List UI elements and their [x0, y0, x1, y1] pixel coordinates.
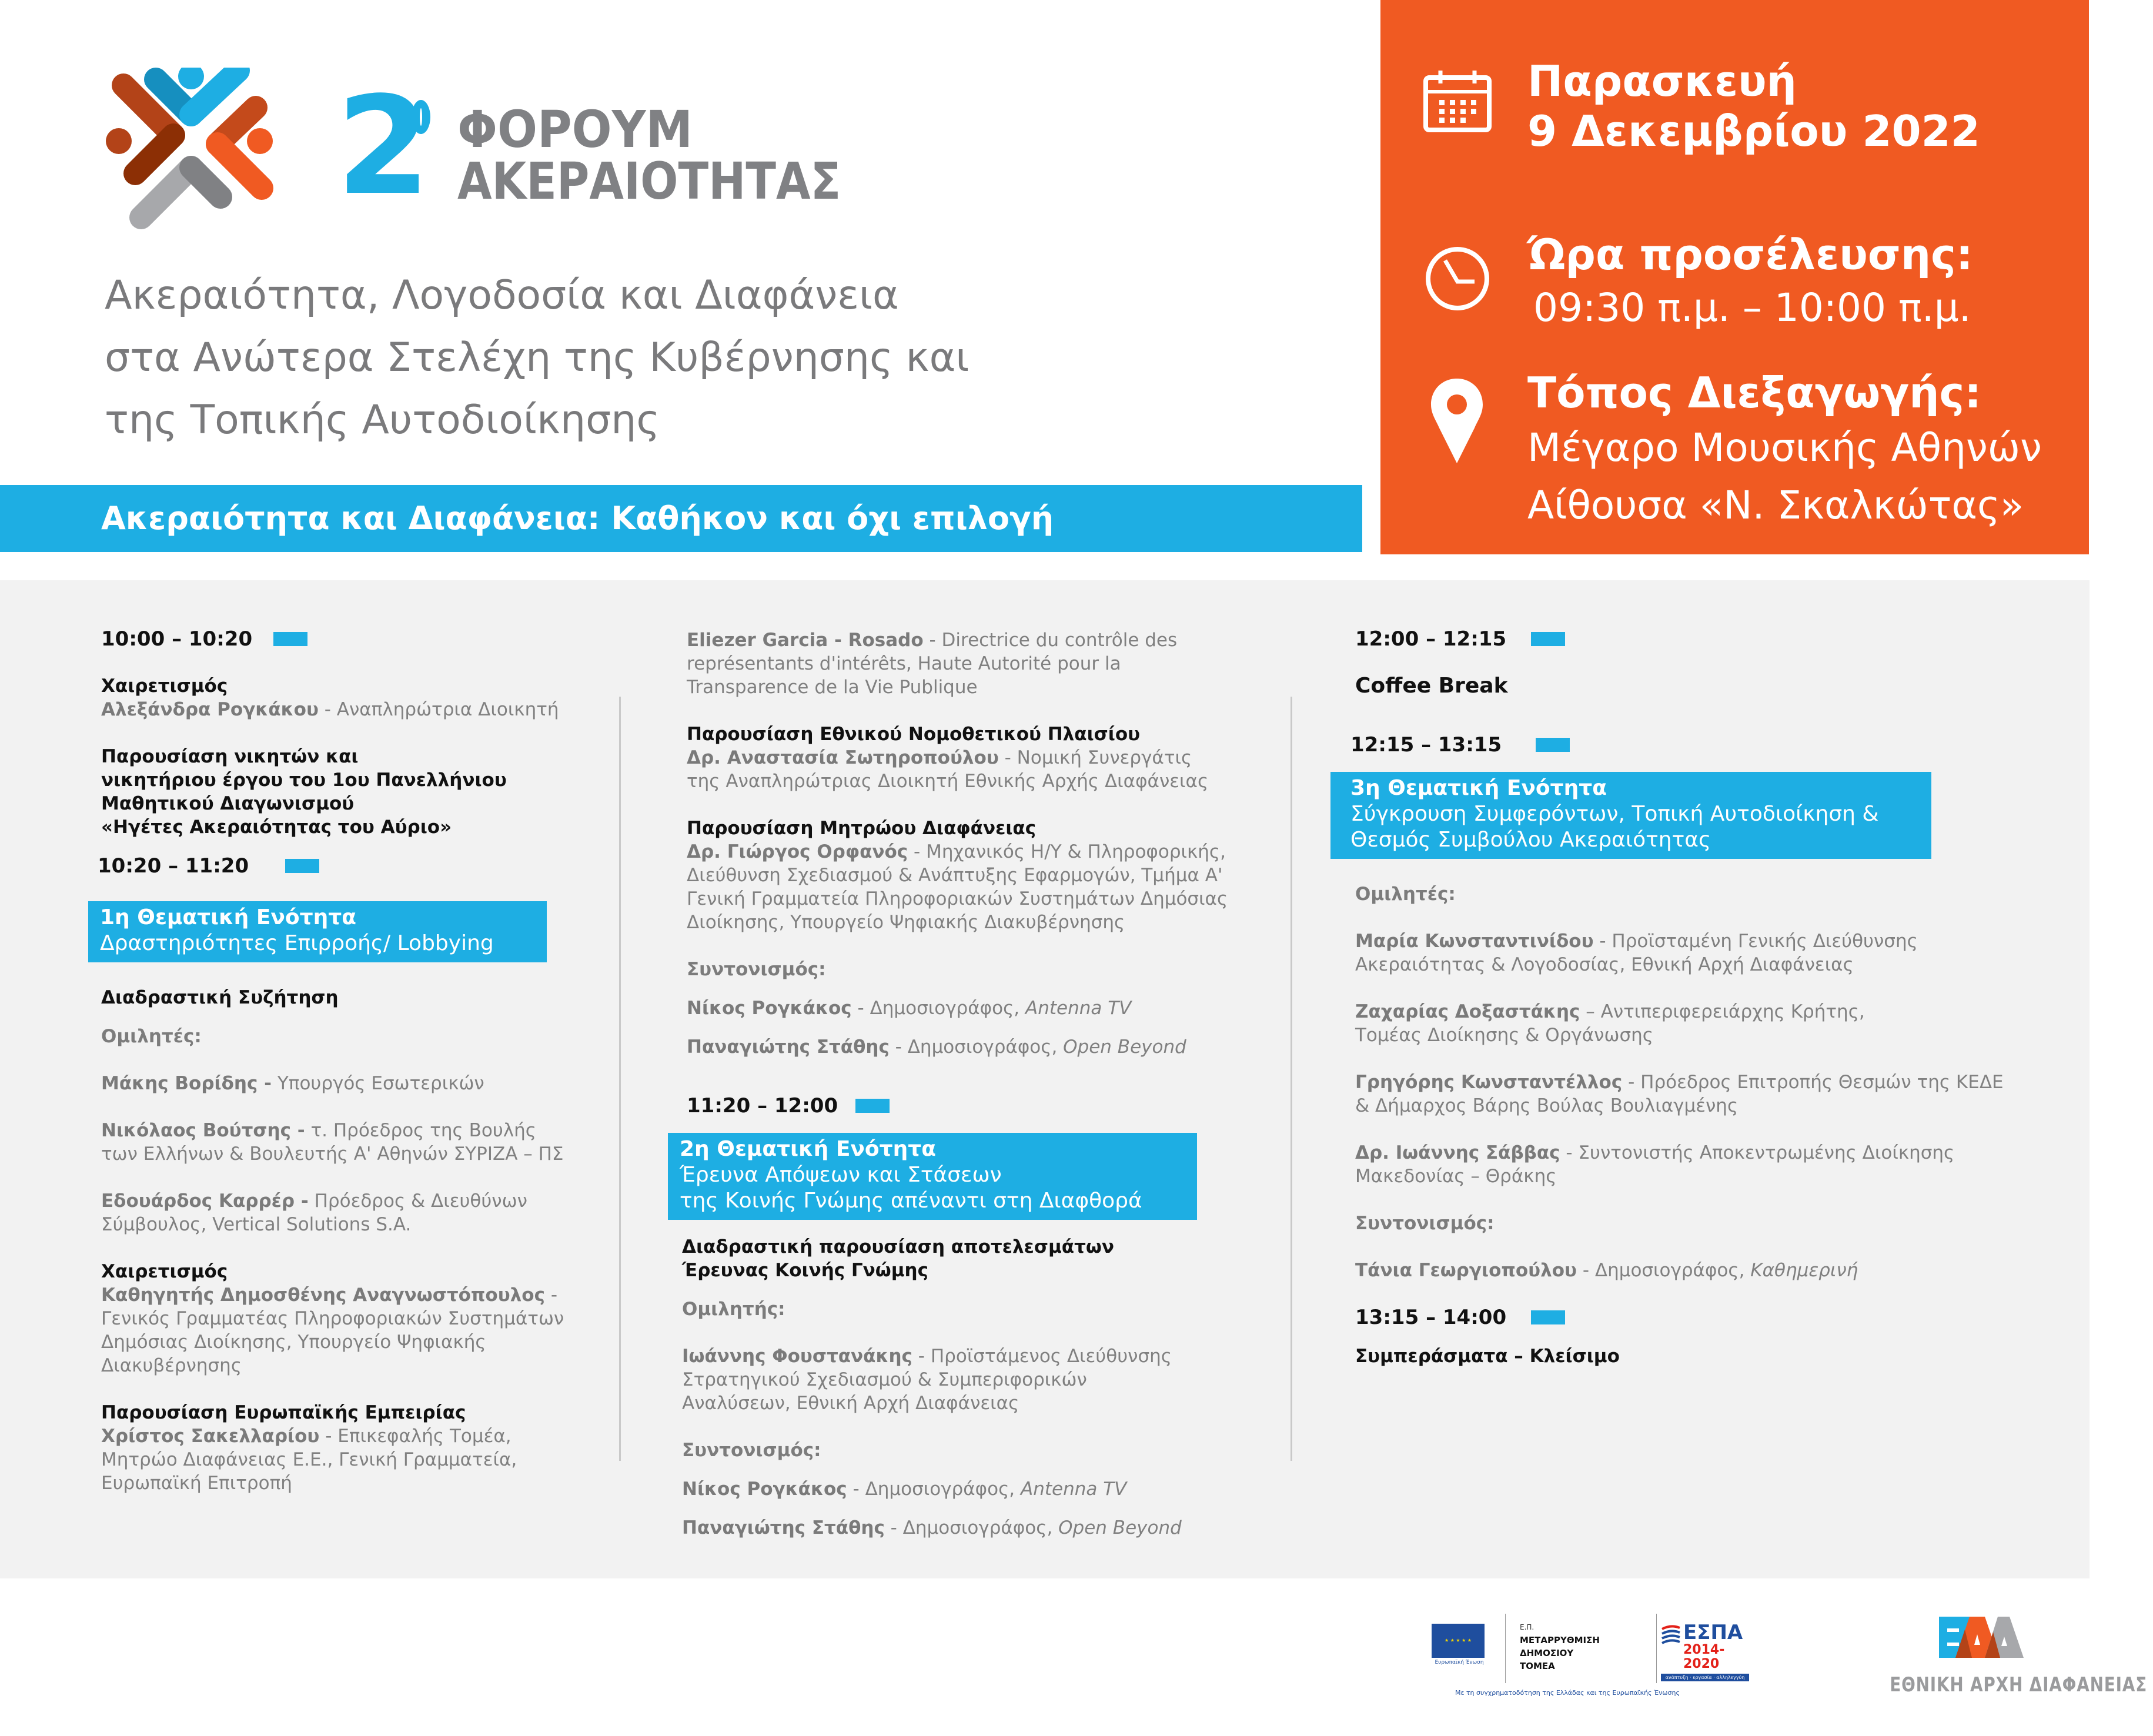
moderator-name: Παναγιώτης Στάθης [687, 1036, 890, 1058]
session-title-line: νικητήριου έργου του 1ου Πανελλήνιου [101, 770, 507, 791]
program-line: ΤΟΜΕΑ [1520, 1661, 1555, 1671]
session-title-line: «Ηγέτες Ακεραιότητας του Αύριο» [101, 817, 452, 838]
session-title: Χαιρετισμός [101, 675, 228, 697]
column-divider [619, 697, 621, 1461]
arrival-time: 09:30 π.μ. – 10:00 π.μ. [1533, 285, 1971, 330]
program-line: ΜΕΤΑΡΡΥΘΜΙΣΗ [1520, 1635, 1600, 1645]
speaker-name: Χρίστος Σακελλαρίου [101, 1426, 320, 1447]
event-day: Παρασκευή [1527, 56, 1797, 106]
speaker-role: - Γενικός Γραμματέας Πληροφοριακών Συστημάτων Δημόσιας Διοίκησης, Υπουργείο Ψηφιακής Διακυβέρνησης [101, 1285, 564, 1376]
moderator-role: - Δημοσιογράφος, [889, 1036, 1064, 1058]
speakers-label: Ομιλητές: [101, 1026, 202, 1047]
moderator-entry [682, 1477, 1251, 1501]
theme-title: 2η Θεματική Ενότητα [680, 1137, 936, 1161]
time-marker [273, 632, 307, 646]
session-title: Coffee Break [1355, 674, 1508, 698]
time-slot-label: 13:15 – 14:00 [1355, 1306, 1507, 1329]
moderation-label: Συντονισμός: [682, 1440, 821, 1461]
session-title [101, 745, 607, 839]
program-prefix: Ε.Π. [1520, 1623, 1534, 1631]
edition-number: 2 [336, 68, 427, 225]
speaker-name: Αλεξάνδρα Ρογκάκου [101, 699, 319, 720]
time-marker [1531, 1310, 1565, 1324]
moderator-outlet: Antenna TV [1025, 998, 1132, 1019]
moderation-label: Συντονισμός: [687, 959, 826, 980]
event-info-panel [1380, 0, 2089, 554]
speaker-entry [101, 1283, 583, 1377]
speaker-role: - Προϊστάμενος Διεύθυνσης Στρατηγικού Σχεδιασμού & Συμπεριφορικών Αναλύσεων, Εθνική Αρχή Διαφάνειας [682, 1346, 1172, 1414]
speaker-name: Γρηγόρης Κωνσταντέλλος [1355, 1072, 1623, 1093]
session-title: Χαιρετισμός [101, 1261, 228, 1282]
motto-banner [0, 485, 1362, 552]
speaker-role: Πρόεδρος & Διευθύνων Σύμβουλος, Vertical Solutions S.A. [101, 1190, 527, 1235]
speaker-name: Ζαχαρίας Δοξαστάκης [1355, 1001, 1580, 1022]
speaker-role: - Προϊσταμένη Γενικής Διεύθυνσης Ακεραιότητας & Λογοδοσίας, Εθνική Αρχή Διαφάνειας [1355, 931, 1918, 975]
speaker-role: – Αντιπεριφερειάρχης Κρήτης, Τομέας Διοίκησης & Οργάνωσης [1355, 1001, 1865, 1046]
speaker-entry [101, 1189, 548, 1236]
speaker-name: Εδουάρδος Καρρέρ - [101, 1190, 309, 1212]
speaker-entry [101, 1119, 571, 1166]
event-date: 9 Δεκεμβρίου 2022 [1527, 106, 1980, 156]
speaker-entry [682, 1344, 1188, 1415]
time-slot-label: 11:20 – 12:00 [687, 1094, 838, 1118]
theme-subtitle: Σύγκρουση Συμφερόντων, Τοπική Αυτοδιοίκηση & [1350, 802, 1879, 826]
speaker-entry [687, 840, 1251, 934]
speaker-name: Eliezer Garcia - Rosado [687, 630, 924, 651]
session-format: Διαδραστική Συζήτηση [101, 987, 339, 1008]
speaker-entry [101, 698, 607, 721]
speaker-role: - Πρόεδρος Επιτροπής Θεσμών της ΚΕΔΕ & Δήμαρχος Βάρης Βούλας Βουλιαγμένης [1355, 1072, 2004, 1116]
session-title: Συμπεράσματα – Κλείσιμο [1355, 1346, 1620, 1367]
authority-logo [1870, 1617, 2148, 1699]
column-divider [1291, 697, 1292, 1461]
calendar-icon [1423, 69, 1492, 133]
ead-logo-icon [1939, 1617, 2024, 1658]
speaker-entry [1355, 1071, 2020, 1118]
speaker-role: - Directrice du contrôle des représentants d'intérêts, Haute Autorité pour la Transparence de la Vie Publique [687, 630, 1178, 698]
session-title: Παρουσίαση Εθνικού Νομοθετικού Πλαισίου [687, 724, 1141, 745]
moderator-outlet: Antenna TV [1021, 1479, 1127, 1500]
venue-label: Τόπος Διεξαγωγής: [1527, 368, 1981, 417]
espa-name: ΕΣΠΑ [1683, 1621, 1743, 1644]
theme-subtitle: Δραστηριότητες Επιρροής/ Lobbying [100, 931, 494, 955]
speaker-name: Ιωάννης Φουστανάκης [682, 1346, 912, 1367]
time-slot [1355, 627, 2020, 651]
theme-subtitle: της Κοινής Γνώμης απέναντι στη Διαφθορά [680, 1189, 1142, 1213]
speaker-role: - Μηχανικός Η/Υ & Πληροφορικής, Διεύθυνση Σχεδιασμού & Ανάπτυξης Εφαρμογών, Τμήμα Α' Γενική Γραμματεία Πληροφοριακών Συστημάτων Δημόσιας Διοίκησης, Υπουργείο Ψηφιακής Διακυβέρνησης [687, 841, 1228, 933]
theme-box [1330, 772, 1931, 859]
brand-line-1: ΦΟΡΟΥΜ [457, 101, 693, 159]
moderator-role: - Δημοσιογράφος, [851, 998, 1025, 1019]
schedule-column-2 [680, 628, 1251, 1540]
clock-icon [1425, 246, 1490, 312]
time-marker [855, 1099, 890, 1113]
moderator-name: Νίκος Ρογκάκος [682, 1479, 847, 1500]
funding-partners-logos [1426, 1614, 1761, 1702]
eu-label: Ευρωπαϊκή Ένωση [1435, 1660, 1484, 1665]
time-marker [285, 859, 319, 873]
speaker-entry [101, 1424, 548, 1495]
moderator-role: - Δημοσιογράφος, [1576, 1260, 1751, 1281]
cofunding-note: Με τη συγχρηματοδότηση της Ελλάδας και της Ευρωπαϊκής Ένωσης [1455, 1689, 1680, 1697]
moderator-outlet: Open Beyond [1058, 1517, 1182, 1538]
time-slot-label: 10:20 – 11:20 [98, 854, 249, 878]
venue-line-2: Αίθουσα «Ν. Σκαλκώτας» [1527, 483, 2024, 528]
speaker-role: - Νομική Συνεργάτις της Αναπληρώτριας Διοικητή Εθνικής Αρχής Διαφάνειας [687, 747, 1209, 792]
speaker-entry [1355, 1141, 1955, 1188]
theme-box [88, 901, 547, 962]
espa-tagline: ανάπτυξη · εργασία · αλληλεγγύη [1661, 1674, 1749, 1681]
ordinal-degree-mark [412, 100, 430, 134]
speaker-name: Καθηγητής Δημοσθένης Αναγνωστόπουλος [101, 1285, 545, 1306]
speaker-entry [101, 1072, 607, 1095]
session-title: Παρουσίαση Μητρώου Διαφάνειας [687, 818, 1037, 839]
schedule-column-3 [1350, 627, 2020, 1368]
time-marker [1536, 738, 1570, 752]
motto-text: Ακεραιότητα και Διαφάνεια: Καθήκον και όχι επιλογή [101, 500, 1054, 537]
moderator-entry [1355, 1259, 2020, 1282]
subtitle-line: της Τοπικής Αυτοδιοίκησης [105, 397, 660, 443]
speaker-name: Δρ. Ιωάννης Σάββας [1355, 1142, 1560, 1163]
speaker-label: Ομιλητής: [682, 1299, 785, 1320]
schedule-panel [0, 580, 2090, 1578]
program-line: ΔΗΜΟΣΙΟΥ [1520, 1648, 1574, 1658]
speakers-label: Ομιλητές: [1355, 884, 1456, 905]
subtitle-line: στα Ανώτερα Στελέχη της Κυβέρνησης και [105, 335, 969, 381]
session-title-line: Διαδραστική παρουσίαση αποτελεσμάτων [682, 1236, 1114, 1257]
page-subtitle [105, 265, 1339, 451]
subtitle-line: Ακεραιότητα, Λογοδοσία και Διαφάνεια [105, 272, 899, 319]
eu-flag-icon: ★ ★ ★ ★ ★ [1432, 1624, 1485, 1658]
moderator-entry [687, 996, 1251, 1020]
moderator-role: - Δημοσιογράφος, [884, 1517, 1059, 1538]
speaker-role: τ. Πρόεδρος της Βουλής των Ελλήνων & Βουλευτής Α' Αθηνών ΣΥΡΙΖΑ – ΠΣ [101, 1120, 564, 1165]
logo-separator [1505, 1614, 1506, 1683]
moderator-name: Παναγιώτης Στάθης [682, 1517, 885, 1538]
arrival-label: Ώρα προσέλευσης: [1527, 230, 1973, 279]
session-title-line: Έρευνας Κοινής Γνώμης [682, 1260, 928, 1281]
speaker-role: - Συντονιστής Αποκεντρωμένης Διοίκησης Μακεδονίας – Θράκης [1355, 1142, 1955, 1187]
theme-title: 3η Θεματική Ενότητα [1350, 776, 1607, 800]
time-slot [101, 627, 607, 651]
time-slot-label: 12:00 – 12:15 [1355, 627, 1507, 651]
speaker-entry [687, 746, 1216, 793]
session-title-line: Παρουσίαση νικητών και [101, 746, 359, 767]
session-title [682, 1235, 1251, 1282]
moderator-entry [687, 1035, 1251, 1059]
speaker-role: Υπουργός Εσωτερικών [272, 1073, 484, 1094]
greek-flag-wave-icon [1661, 1624, 1681, 1648]
time-slot [1355, 1306, 2020, 1329]
speaker-name: Δρ. Γιώργος Ορφανός [687, 841, 908, 862]
time-slot [1350, 733, 2020, 757]
time-slot [98, 854, 607, 878]
speaker-name: Δρ. Αναστασία Σωτηροπούλου [687, 747, 999, 768]
moderator-role: - Δημοσιογράφος, [847, 1479, 1021, 1500]
program-logo [1520, 1621, 1600, 1673]
moderation-label: Συντονισμός: [1355, 1213, 1495, 1234]
moderator-name: Νίκος Ρογκάκος [687, 998, 852, 1019]
time-slot-label: 12:15 – 13:15 [1350, 733, 1502, 757]
forum-logo-icon [106, 68, 282, 238]
schedule-column-1 [98, 627, 607, 1495]
speaker-name: Νικόλαος Βούτσης - [101, 1120, 305, 1141]
location-pin-icon [1429, 376, 1485, 464]
theme-subtitle: Θεσμός Συμβούλου Ακεραιότητας [1350, 828, 1711, 852]
moderator-entry [682, 1516, 1251, 1540]
time-slot-label: 10:00 – 10:20 [101, 627, 253, 651]
theme-title: 1η Θεματική Ενότητα [100, 905, 356, 929]
speaker-entry [1355, 929, 1943, 976]
time-slot [687, 1094, 1251, 1118]
moderator-outlet: Καθημερινή [1750, 1260, 1858, 1281]
authority-name: ΕΘΝΙΚΗ ΑΡΧΗ ΔΙΑΦΑΝΕΙΑΣ [1890, 1673, 2148, 1697]
session-title: Παρουσίαση Ευρωπαϊκής Εμπειρίας [101, 1402, 466, 1423]
speaker-name: Μαρία Κωνσταντινίδου [1355, 931, 1594, 952]
theme-subtitle: Έρευνα Απόψεων και Στάσεων [680, 1163, 1002, 1187]
speaker-role: - Επικεφαλής Τομέα, Μητρώο Διαφάνειας Ε.Ε., Γενική Γραμματεία, Ευρωπαϊκή Επιτροπή [101, 1426, 517, 1494]
venue-line-1: Μέγαρο Μουσικής Αθηνών [1527, 425, 2042, 470]
time-marker [1531, 632, 1565, 646]
moderator-outlet: Open Beyond [1063, 1036, 1186, 1058]
logo-separator [1656, 1614, 1657, 1683]
espa-logo [1661, 1622, 1749, 1681]
moderator-name: Τάνια Γεωργιοπούλου [1355, 1260, 1577, 1281]
brand-line-2: ΑΚΕΡΑΙΟΤΗΤΑΣ [457, 152, 841, 211]
speaker-entry [687, 628, 1186, 699]
espa-years: 2014-2020 [1683, 1643, 1725, 1671]
speaker-role: - Αναπληρώτρια Διοικητή [318, 699, 559, 720]
speaker-name: Μάκης Βορίδης - [101, 1073, 272, 1094]
theme-box [668, 1133, 1197, 1220]
speaker-entry [1355, 1000, 1884, 1047]
session-title-line: Μαθητικού Διαγωνισμού [101, 793, 355, 814]
